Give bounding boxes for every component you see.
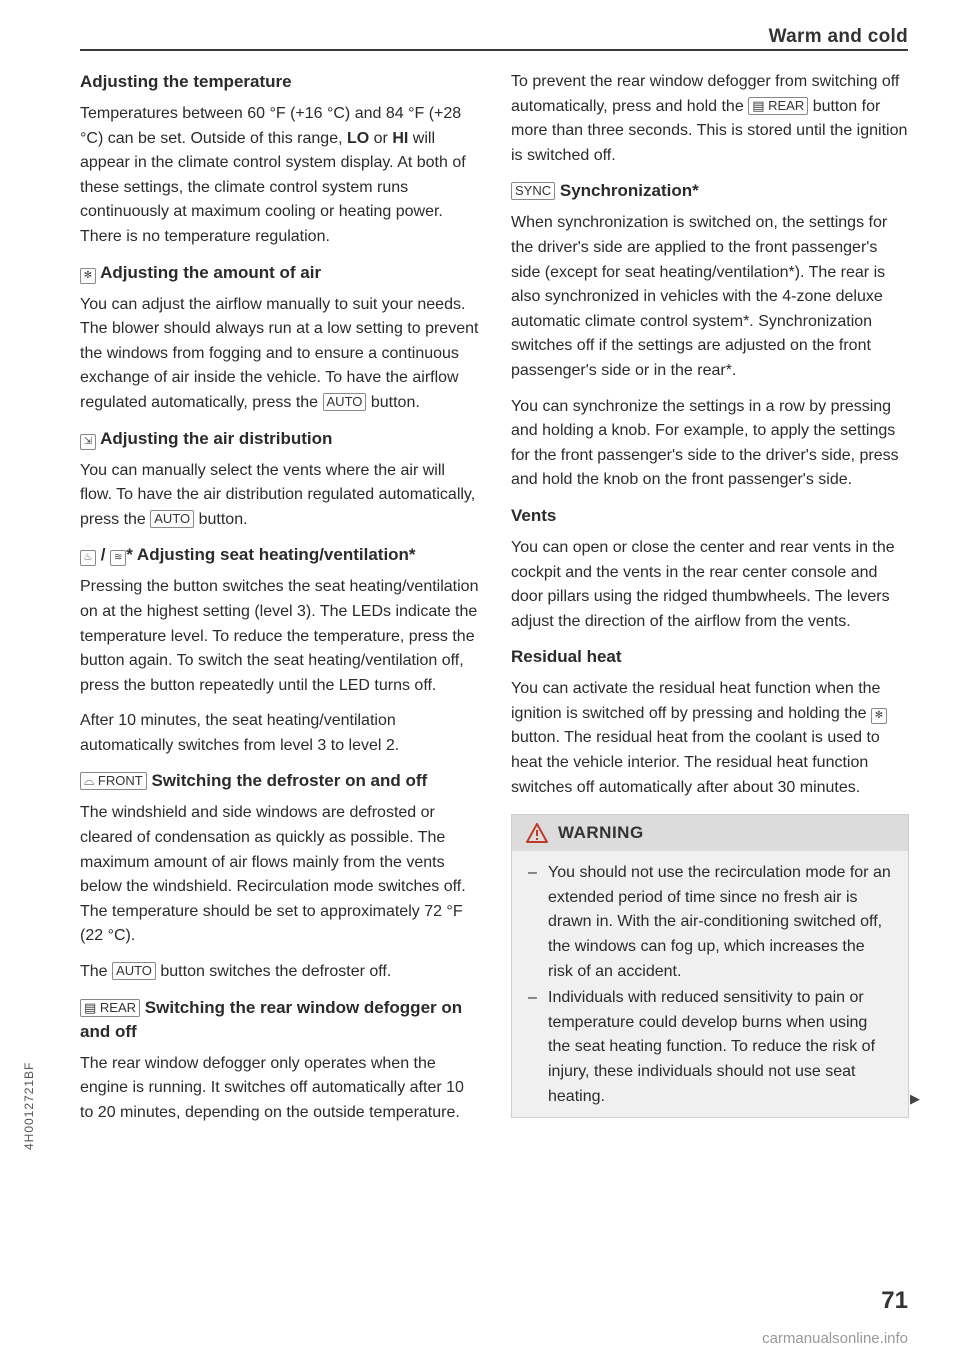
paragraph-synchronization: When synchronization is switched on, the settings for the driver's side are applied to the front passenger's side (except for seat heating/ventilation*). The rear is also synchronized in vehicles with the 4-zone deluxe automatic climate control system*. Synchronization switches off if the settings are adjusted on the front passenger's side or in the rear*.	[511, 214, 888, 379]
continue-arrow-icon: ▶	[910, 1091, 920, 1107]
paragraph-vents: You can open or close the center and rear vents in the cockpit and the vents in the rear center console and door pillars using the ridged thumbwheels. The levers adjust the direction of the airflow from the vents.	[511, 538, 895, 630]
paragraph-synchronization-row: You can synchronize the settings in a row by pressing and holding a knob. For example, to apply the settings for the front passenger's side to the driver's side, press and hold the knob on the front passenger's side.	[511, 397, 899, 489]
paragraph-seat-heating-level: After 10 minutes, the seat heating/ventilation automatically switches from level 3 to level 2.	[80, 712, 400, 754]
warning-box	[511, 814, 920, 1118]
heading-rear-defogger: ▤ REAR Switching the rear window defogger on and off	[80, 997, 463, 1041]
paragraph-air-distribution: You can manually select the vents where the air will flow. To have the air distribution regulated automatically, press the AUTO button.	[80, 461, 476, 528]
air-distribution-icon: ⇲	[80, 434, 96, 450]
paragraph-rear-defogger-hold: To prevent the rear window defogger from switching off automatically, press and hold the ▤ REAR button for more than three seconds. This is stored until the ignition is switched off.	[511, 73, 908, 164]
warning-item: – Individuals with reduced sensitivity to pain or temperature could develop burns when using the seat heating function. To reduce the risk of injury, these individuals should not use seat heating.	[528, 989, 876, 1105]
paragraph-defroster-off: The AUTO button switches the defroster off.	[80, 963, 392, 981]
rear-defogger-key: ▤ REAR	[80, 999, 140, 1017]
auto-key-label: AUTO	[150, 510, 194, 528]
heading-seat-heating: ♨ / ≋ * Adjusting seat heating/ventilation*	[80, 543, 480, 567]
paragraph-amount-of-air: You can adjust the airflow manually to suit your needs. The blower should always run at a low setting to prevent the windows from fogging and to ensure a continuous exchange of air inside the vehicle. To have the airflow regulated automatically, press the AUTO button.	[80, 295, 479, 411]
front-defrost-key: ⌓ FRONT	[80, 772, 147, 790]
watermark: carmanualsonline.info	[762, 1330, 908, 1347]
residual-heat-icon: ✻	[871, 708, 887, 724]
warning-triangle-icon	[526, 823, 548, 843]
blower-fan-icon: ✻	[80, 268, 96, 284]
left-column	[80, 70, 480, 1136]
heading-vents: Vents	[511, 505, 557, 525]
defrost-icon: ⌓	[84, 773, 95, 789]
warning-header	[512, 815, 908, 851]
heading-air-distribution: ⇲ Adjusting the air distribution	[80, 427, 480, 451]
rear-window-icon: ▤	[752, 97, 765, 113]
heading-adjusting-temperature: Adjusting the temperature	[80, 72, 292, 91]
paragraph-residual-heat: You can activate the residual heat function when the ignition is switched off by pressing and holding the ✻ button. The residual heat from the coolant is used to heat the vehicle interior. The residual heat function switches off automatically after about 30 minutes.	[511, 677, 909, 800]
paragraph-defroster: The windshield and side windows are defrosted or cleared of condensation as quickly as possible. The maximum amount of air flows mainly from the vents below the windshield. Recirculation mode switches off. The temperature should be set to approximately 72 °F (22 °C).	[80, 804, 466, 945]
auto-key-label: AUTO	[323, 393, 367, 411]
paragraph-seat-heating: Pressing the button switches the seat heating/ventilation on at the highest setting (level 3). The LEDs indicate the temperature level. To reduce the temperature, press the button again. To switch the seat heating/ventilation off, press the button repeatedly until the LED turns off.	[80, 578, 479, 694]
seat-heating-icon: ♨	[80, 550, 96, 566]
lo-label: LO	[346, 129, 370, 147]
document-code: 4H0012721BF	[22, 1061, 36, 1150]
hi-label: HI	[392, 129, 409, 147]
right-column	[511, 70, 920, 1118]
heading-synchronization: SYNC Synchronization*	[511, 179, 909, 203]
paragraph-temperature: Temperatures between 60 °F (+16 °C) and 84 °F (+28 °C) can be set. Outside of this range, LO or HI will appear in the climate control system display. At both of these settings, the climate control system runs continuously at maximum cooling or heating power. There is no temperature regulation.	[80, 105, 466, 245]
header-divider	[80, 49, 908, 51]
heading-residual-heat: Residual heat	[511, 647, 622, 667]
warning-title: WARNING	[558, 823, 644, 843]
paragraph-rear-defogger: The rear window defogger only operates when the engine is running. It switches off automatically after 10 to 20 minutes, depending on the outside temperature.	[80, 1054, 464, 1121]
page-header-title: Warm and cold	[768, 26, 908, 47]
sync-key-label: SYNC	[511, 182, 555, 200]
heading-amount-of-air: ✻ Adjusting the amount of air	[80, 261, 480, 285]
warning-body	[512, 851, 920, 1117]
page-number: 71	[881, 1287, 908, 1314]
warning-item: – You should not use the recirculation mode for an extended period of time since no fresh air is drawn in. With the air-conditioning switched off, the windows can fog up, which increases the risk of an accident.	[528, 864, 891, 980]
seat-ventilation-icon: ≋	[110, 550, 126, 566]
rear-defogger-key: ▤ REAR	[748, 97, 808, 115]
auto-key-label: AUTO	[112, 962, 156, 980]
rear-window-icon: ▤	[84, 999, 97, 1015]
heading-defroster: ⌓ FRONT Switching the defroster on and off	[80, 769, 480, 793]
